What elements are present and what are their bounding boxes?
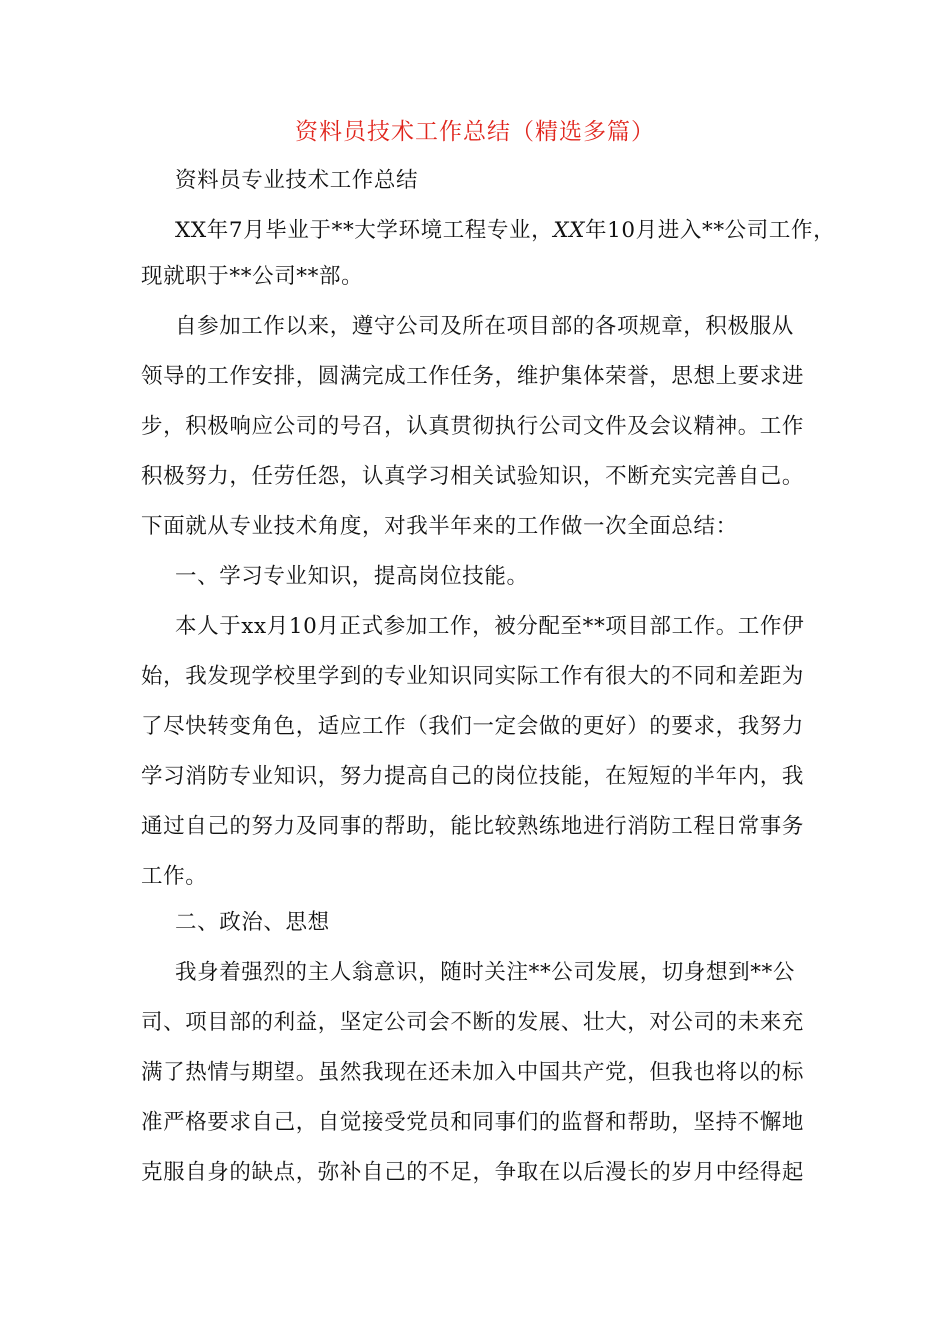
paragraph-line: 领导的工作安排，圆满完成工作任务，维护集体荣誉，思想上要求进 [141, 364, 805, 389]
section-heading: 一、学习专业知识，提高岗位技能。 [175, 564, 529, 589]
paragraph-line: 现就职于**公司**部。 [141, 264, 364, 289]
paragraph-line: 自参加工作以来，遵守公司及所在项目部的各项规章，积极服从 [175, 314, 794, 339]
paragraph-line: 了尽快转变角色，适应工作（我们一定会做的更好）的要求，我努力 [141, 714, 805, 739]
text-run: 年10月进入**公司工作， [585, 218, 836, 243]
paragraph-line: 下面就从专业技术角度，对我半年来的工作做一次全面总结： [141, 514, 738, 539]
section-heading: 二、政治、思想 [175, 910, 330, 935]
document-subtitle: 资料员专业技术工作总结 [175, 168, 419, 193]
paragraph-line: 步，积极响应公司的号召，认真贯彻执行公司文件及会议精神。工作 [141, 414, 805, 439]
paragraph-line: 我身着强烈的主人翁意识，随时关注**公司发展，切身想到**公 [175, 960, 796, 985]
paragraph-line: 本人于xx月10月正式参加工作，被分配至**项目部工作。工作伊 [175, 614, 805, 639]
paragraph-line: 司、项目部的利益，坚定公司会不断的发展、壮大，对公司的未来充 [141, 1010, 805, 1035]
document-title: 资料员技术工作总结（精选多篇） [295, 119, 655, 145]
paragraph-line: 工作。 [141, 864, 208, 889]
paragraph-line: 准严格要求自己，自觉接受党员和同事们的监督和帮助，坚持不懈地 [141, 1110, 805, 1135]
text-run: XX年7月毕业于**大学环境工程专业， [175, 218, 554, 243]
paragraph-line: 学习消防专业知识，努力提高自己的岗位技能，在短短的半年内，我 [141, 764, 805, 789]
paragraph-line: 满了热情与期望。虽然我现在还未加入中国共产党，但我也将以的标 [141, 1060, 805, 1085]
paragraph-line [175, 216, 835, 246]
paragraph-line: 克服自身的缺点，弥补自己的不足，争取在以后漫长的岁月中经得起 [141, 1160, 805, 1185]
paragraph-line: 通过自己的努力及同事的帮助，能比较熟练地进行消防工程日常事务 [141, 814, 805, 839]
text-run-italic: XX [553, 218, 586, 243]
paragraph-line: 始，我发现学校里学到的专业知识同实际工作有很大的不同和差距为 [141, 664, 805, 689]
paragraph-line: 积极努力，任劳任怨，认真学习相关试验知识，不断充实完善自己。 [141, 464, 805, 489]
